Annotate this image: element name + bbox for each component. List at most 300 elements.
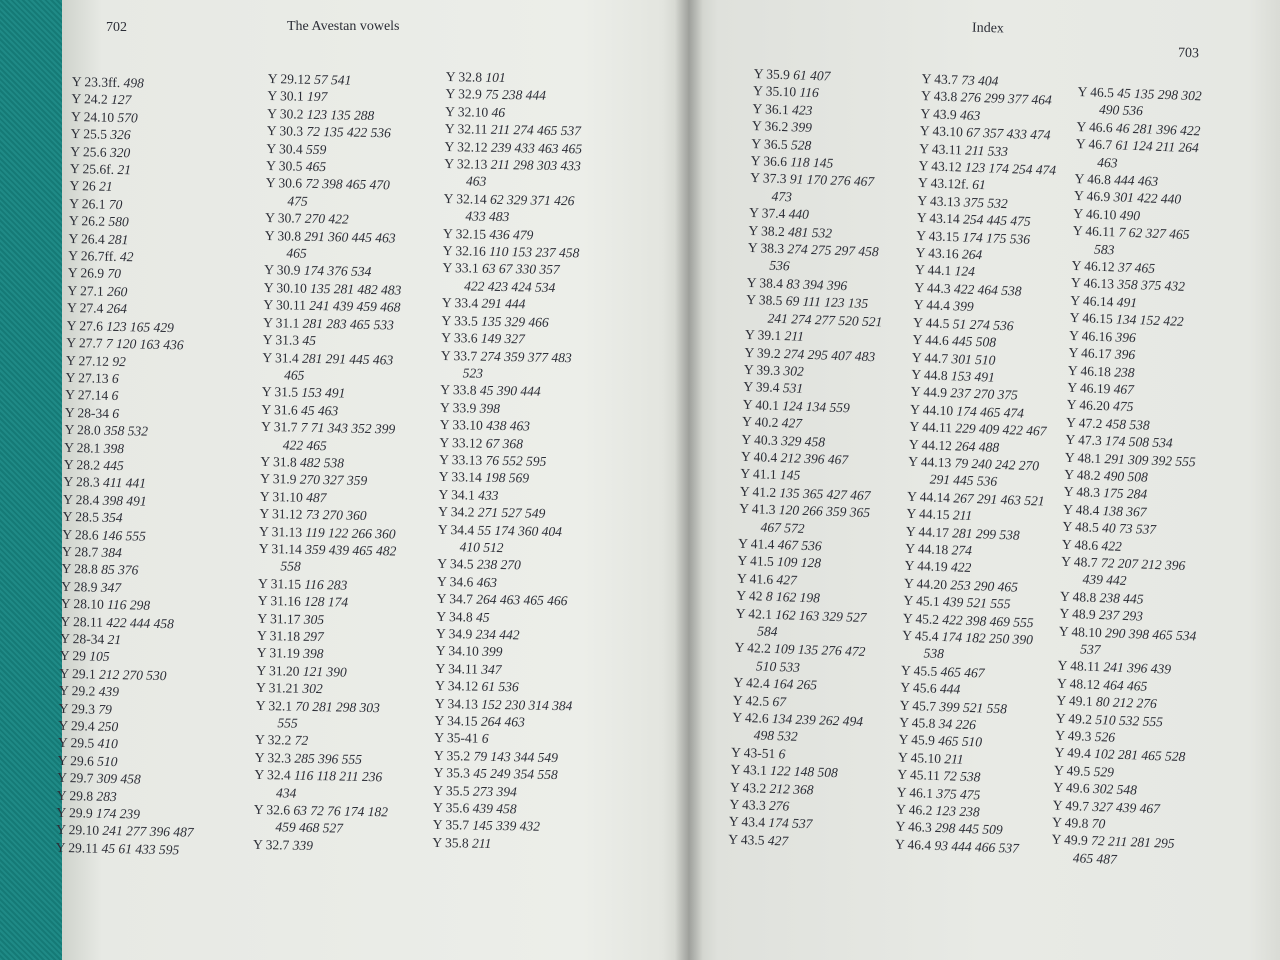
- entry-page-refs: 526: [1094, 729, 1116, 745]
- entry-page-refs: 45 135 298 302: [1117, 85, 1202, 104]
- entry-page-refs: 135 281 482 483: [310, 280, 402, 298]
- entry-heading: Y 45.7: [899, 697, 940, 714]
- entry-heading: Y 33.1: [442, 260, 483, 277]
- entry-page-refs: 198 569: [485, 470, 530, 486]
- entry-heading: Y 32.16: [442, 243, 490, 259]
- entry-heading: Y 28.11: [60, 613, 107, 630]
- entry-heading: Y 31.19: [256, 645, 304, 662]
- entry-page-refs: 145: [779, 467, 801, 484]
- entry-page-refs: 152 230 314 384: [481, 696, 573, 713]
- entry-heading: Y 44.19: [904, 558, 952, 575]
- entry-heading: Y 43.10: [919, 123, 967, 140]
- entry-page-refs: 70 281 298 303: [295, 698, 380, 715]
- entry-page-refs: 465: [305, 158, 327, 175]
- entry-page-refs: 538: [923, 645, 945, 662]
- entry-heading: Y 46.4: [894, 836, 935, 853]
- entry-page-refs: 274: [951, 542, 973, 558]
- entry-page-refs: 580: [108, 214, 129, 230]
- index-entry: [262, 383, 400, 403]
- entry-page-refs: 6: [778, 746, 786, 762]
- entry-heading: Y 46.7: [1075, 136, 1116, 153]
- entry-heading: Y 43.15: [915, 227, 963, 245]
- entry-heading: Y 44.17: [905, 523, 953, 540]
- entry-page-refs: 116: [799, 84, 819, 101]
- entry-heading: Y 44.12: [908, 436, 956, 453]
- entry-heading: Y 44.18: [905, 540, 952, 558]
- entry-heading: Y 44.10: [909, 401, 957, 419]
- entry-heading: Y 43.11: [919, 140, 966, 158]
- entry-heading: Y 28.6: [62, 526, 103, 543]
- entry-page-refs: 238: [1114, 363, 1135, 380]
- entry-heading: Y 41.6: [736, 570, 777, 587]
- entry-heading: Y 36.1: [752, 100, 793, 118]
- entry-page-refs: 291 360 445 463: [304, 228, 396, 246]
- entry-heading: Y 29.6: [57, 752, 98, 769]
- index-column: [432, 68, 583, 854]
- index-column: [253, 70, 406, 856]
- entry-page-refs: 354: [102, 509, 123, 526]
- entry-page-refs: 434: [275, 784, 297, 801]
- entry-heading: Y 32.7: [252, 836, 293, 853]
- index-entry: [444, 155, 582, 175]
- entry-page-refs: 276: [768, 797, 790, 814]
- entry-page-refs: 212 270 530: [98, 666, 167, 683]
- entry-heading: Y 43.5: [728, 831, 769, 848]
- entry-heading: Y 42.4: [733, 674, 774, 692]
- entry-heading: Y 35.7: [432, 817, 473, 834]
- entry-page-refs: 491: [1116, 294, 1138, 311]
- entry-heading: Y 46.10: [1073, 205, 1121, 223]
- entry-page-refs: 298 445 509: [934, 820, 1003, 838]
- entry-page-refs: 422 465: [282, 436, 327, 453]
- entry-heading: Y 32.2: [254, 732, 295, 749]
- entry-heading: Y 31.5: [261, 384, 302, 401]
- entry-heading: Y 36.2: [751, 118, 792, 135]
- index-entry: [267, 122, 405, 142]
- entry-heading: Y 48.10: [1058, 623, 1106, 640]
- entry-page-refs: 358 375 432: [1117, 276, 1186, 295]
- entry-page-refs: 327 439 467: [1092, 798, 1161, 816]
- entry-page-refs: 281 283 465 533: [302, 315, 395, 333]
- index-column: [1051, 83, 1216, 871]
- entry-page-refs: 422 398 469 555: [942, 611, 1034, 630]
- index-column: [728, 65, 891, 852]
- entry-heading: Y 44.14: [906, 488, 954, 506]
- entry-heading: Y 44.9: [910, 384, 951, 401]
- entry-page-refs: 135 365 427 467: [779, 484, 871, 503]
- entry-page-refs: 510: [97, 753, 118, 769]
- entry-heading: Y 28.7: [61, 543, 102, 560]
- entry-page-refs: 422: [1101, 537, 1123, 554]
- index-entry: [254, 766, 392, 786]
- entry-page-refs: 211: [784, 328, 805, 344]
- entry-heading: Y 32.8: [445, 68, 486, 85]
- entry-page-refs: 72 135 422 536: [306, 123, 391, 141]
- entry-heading: Y 41.5: [737, 553, 778, 570]
- entry-heading: Y 42: [736, 587, 767, 604]
- entry-heading: Y 27.6: [66, 317, 107, 334]
- entry-page-refs: 174 508 534: [1104, 433, 1173, 451]
- entry-page-refs: 465 487: [1072, 850, 1118, 867]
- entry-heading: Y 31.18: [256, 627, 304, 644]
- entry-heading: Y 34.5: [437, 556, 478, 572]
- entry-heading: Y 40.3: [741, 431, 782, 448]
- entry-heading: Y 42.1: [735, 605, 776, 622]
- entry-page-refs: 34 226: [938, 716, 977, 733]
- entry-page-refs: 264 488: [955, 437, 1000, 455]
- index-entry: [56, 839, 194, 859]
- entry-heading: Y 30.1: [267, 88, 308, 105]
- entry-heading: Y 49.7: [1052, 797, 1093, 814]
- entry-page-refs: 463: [476, 574, 498, 590]
- entry-page-refs: 398 491: [102, 492, 147, 509]
- entry-heading: Y 26.9: [67, 265, 108, 282]
- entry-page-refs: 123 165 429: [106, 318, 174, 335]
- entry-heading: Y 43.8: [920, 88, 961, 105]
- entry-heading: Y 34.7: [436, 591, 477, 607]
- entry-page-refs: 211 298 303 433: [490, 156, 581, 174]
- entry-heading: Y 34.4: [437, 521, 478, 538]
- entry-page-refs: 211 274 465 537: [490, 122, 582, 139]
- entry-page-refs: 467 572: [760, 519, 805, 536]
- index-entry: [895, 835, 1033, 857]
- entry-page-refs: 290 398 465 534: [1104, 624, 1197, 644]
- entry-page-refs: 76 552 595: [485, 452, 547, 469]
- index-entry: [442, 259, 580, 279]
- entry-page-refs: 238 270: [476, 556, 521, 573]
- entry-page-refs: 301 422 440: [1113, 189, 1182, 208]
- entry-heading: Y 45.1: [903, 592, 944, 610]
- entry-page-refs: 281 291 445 463: [301, 350, 394, 367]
- entry-heading: Y 44.6: [912, 331, 953, 349]
- entry-page-refs: 398: [479, 400, 501, 416]
- entry-heading: Y 41.1: [740, 466, 781, 483]
- entry-heading: Y 41.2: [739, 483, 780, 500]
- entry-page-refs: 305: [303, 611, 325, 627]
- entry-heading: Y 32.11: [444, 121, 491, 138]
- entry-page-refs: 46 281 396 422: [1115, 120, 1201, 139]
- entry-page-refs: 523: [462, 365, 484, 381]
- running-head: The Avestan vowels: [287, 19, 400, 34]
- index-entry: [254, 801, 392, 821]
- entry-page-refs: 121 390: [302, 663, 347, 680]
- entry-page-refs: 7 62 327 465: [1118, 224, 1190, 243]
- entry-heading: Y 31.21: [255, 680, 303, 696]
- entry-page-refs: 134 152 422: [1115, 311, 1184, 330]
- entry-heading: Y 28.3: [63, 474, 104, 491]
- entry-page-refs: 61 124 211 264: [1115, 137, 1200, 156]
- entry-page-refs: 422 444 458: [106, 614, 175, 631]
- entry-heading: Y 46.17: [1068, 344, 1116, 362]
- entry-heading: Y 45.2: [902, 610, 943, 627]
- entry-heading: Y 32.3: [254, 749, 295, 766]
- entry-heading: Y 30.5: [266, 158, 306, 174]
- entry-heading: Y 31.8: [260, 453, 301, 470]
- entry-page-refs: 464 465: [1103, 677, 1148, 694]
- entry-page-refs: 67 357 433 474: [965, 124, 1051, 143]
- entry-page-refs: 583: [1093, 241, 1115, 258]
- entry-heading: Y 45.9: [898, 732, 939, 749]
- entry-page-refs: 109 135 276 472: [774, 641, 866, 660]
- entry-page-refs: 241 274 277 520 521: [767, 310, 883, 330]
- entry-heading: Y 41.3: [739, 500, 780, 518]
- entry-heading: Y 33.13: [439, 451, 486, 468]
- entry-heading: Y 43.13: [917, 192, 965, 210]
- entry-heading: Y 45.8: [898, 714, 940, 732]
- entry-page-refs: 237 270 375: [950, 385, 1019, 403]
- entry-page-refs: 302 548: [1092, 781, 1138, 798]
- entry-page-refs: 6: [111, 370, 119, 386]
- entry-heading: Y 32.13: [444, 156, 491, 172]
- entry-page-refs: 162 163 329 527: [775, 606, 867, 625]
- entry-page-refs: 45 390 444: [479, 382, 541, 400]
- entry-heading: Y 32.1: [255, 697, 296, 714]
- entry-page-refs: 410 512: [459, 539, 504, 556]
- entry-page-refs: 83 394 396: [786, 276, 848, 294]
- entry-page-refs: 116 283: [304, 576, 348, 593]
- entry-heading: Y 28.10: [60, 596, 108, 613]
- entry-page-refs: 116 298: [107, 597, 151, 613]
- entry-page-refs: 45 463: [300, 402, 339, 419]
- entry-page-refs: 62 329 371 426: [489, 191, 575, 209]
- index-entry: [442, 294, 580, 314]
- entry-page-refs: 399: [482, 644, 503, 660]
- entry-page-refs: 285 396 555: [294, 750, 363, 767]
- entry-page-refs: 239 433 463 465: [490, 139, 583, 157]
- entry-heading: Y 29: [59, 648, 90, 664]
- entry-page-refs: 122 148 508: [769, 763, 838, 781]
- entry-heading: Y 33.8: [440, 382, 481, 398]
- entry-page-refs: 438 463: [486, 417, 531, 434]
- entry-heading: Y 27.4: [66, 300, 107, 317]
- entry-heading: Y 45.5: [900, 662, 941, 679]
- entry-page-refs: 339: [292, 837, 314, 853]
- index-entry: [432, 834, 570, 854]
- entry-heading: Y 43.2: [729, 779, 770, 796]
- entry-heading: Y 38.3: [747, 239, 788, 257]
- entry-heading: Y 29.3: [58, 700, 99, 717]
- entry-page-refs: 264 463 465 466: [476, 591, 568, 609]
- entry-heading: Y 46.2: [895, 801, 937, 818]
- entry-heading: Y 27.13: [65, 369, 113, 386]
- entry-page-refs: 264: [106, 301, 128, 317]
- entry-page-refs: 128 174: [304, 593, 349, 610]
- entry-page-refs: 6: [481, 731, 489, 747]
- entry-page-refs: 61: [972, 177, 987, 193]
- entry-page-refs: 7 120 163 436: [105, 335, 184, 353]
- entry-heading: Y 23.3ff.: [71, 73, 124, 91]
- entry-page-refs: 51 274 536: [952, 315, 1014, 334]
- entry-heading: Y 44.7: [911, 349, 952, 366]
- entry-page-refs: 536: [769, 258, 790, 274]
- entry-page-refs: 79: [98, 701, 112, 717]
- entry-page-refs: 271 527 549: [477, 504, 546, 521]
- entry-heading: Y 24.10: [70, 108, 118, 125]
- index-entry: [438, 503, 576, 523]
- entry-page-refs: 67 368: [485, 435, 524, 451]
- entry-page-refs: 253 290 465: [950, 577, 1019, 595]
- entry-heading: Y 48.12: [1056, 675, 1104, 693]
- entry-page-refs: 153 491: [301, 385, 346, 401]
- entry-heading: Y 35.10: [752, 83, 800, 100]
- entry-page-refs: 326: [110, 127, 131, 143]
- entry-heading: Y 31.4: [262, 349, 303, 366]
- entry-page-refs: 63 72 76 174 182: [293, 802, 389, 820]
- entry-heading: Y 39.3: [743, 361, 784, 379]
- entry-page-refs: 559: [305, 141, 327, 157]
- entry-page-refs: 281 299 538: [951, 524, 1020, 543]
- entry-page-refs: 46: [491, 104, 506, 120]
- entry-page-refs: 347: [100, 579, 122, 595]
- entry-heading: Y 49.6: [1053, 779, 1094, 797]
- entry-heading: Y 30.2: [267, 105, 307, 122]
- entry-page-refs: 439: [98, 683, 120, 700]
- entry-page-refs: 37 465: [1117, 259, 1156, 276]
- entry-heading: Y 31.20: [256, 662, 303, 679]
- entry-page-refs: 410: [97, 736, 118, 752]
- entry-page-refs: 174 376 534: [303, 263, 372, 280]
- entry-heading: Y 46.6: [1076, 118, 1117, 136]
- entry-page-refs: 102 281 465 528: [1093, 746, 1186, 765]
- entry-heading: Y 44.3: [914, 279, 955, 297]
- entry-page-refs: 427: [781, 415, 803, 431]
- entry-page-refs: 45: [302, 332, 317, 349]
- entry-heading: Y 27.14: [65, 387, 112, 404]
- entry-page-refs: 273 394: [472, 783, 518, 800]
- entry-heading: Y 43.1: [730, 761, 771, 779]
- index-entry: [444, 190, 582, 210]
- entry-heading: Y 37.4: [748, 205, 789, 222]
- entry-page-refs: 465 510: [937, 733, 983, 750]
- entry-page-refs: 398: [103, 440, 125, 456]
- entry-page-refs: 8 162 198: [765, 588, 821, 606]
- entry-heading: Y 30.11: [263, 297, 310, 314]
- entry-page-refs: 291 444: [481, 295, 526, 312]
- entry-page-refs: 329 458: [780, 432, 826, 450]
- entry-heading: Y 48.1: [1064, 449, 1105, 466]
- running-head: Index: [971, 20, 1005, 37]
- entry-page-refs: 21: [117, 162, 132, 178]
- entry-page-refs: 211 533: [964, 142, 1009, 159]
- entry-page-refs: 281: [108, 231, 129, 247]
- entry-heading: Y 35.3: [433, 765, 474, 781]
- entry-page-refs: 422 423 424 534: [464, 278, 556, 295]
- index-entry: [441, 329, 579, 349]
- entry-page-refs: 274 275 297 458: [787, 241, 879, 260]
- entry-page-refs: 411 441: [102, 475, 147, 491]
- entry-heading: Y 30.7: [265, 210, 305, 226]
- entry-page-refs: 467 536: [777, 537, 822, 554]
- entry-heading: Y 32.6: [253, 801, 294, 818]
- entry-page-refs: 105: [89, 648, 110, 665]
- entry-heading: Y 30.3: [266, 123, 307, 139]
- entry-heading: Y 46.15: [1069, 310, 1117, 327]
- entry-page-refs: 423: [791, 102, 813, 118]
- entry-heading: Y 43.12f.: [917, 175, 973, 193]
- entry-page-refs: 433 483: [465, 208, 510, 225]
- entry-page-refs: 584: [756, 623, 778, 640]
- entry-page-refs: 149 327: [480, 330, 525, 347]
- entry-heading: Y 43.7: [921, 70, 962, 88]
- entry-heading: Y 34.8: [436, 608, 477, 625]
- entry-heading: Y 48.4: [1062, 501, 1103, 518]
- entry-page-refs: 422 464 538: [953, 281, 1022, 299]
- entry-page-refs: 490 508: [1103, 468, 1149, 485]
- index-entry: [445, 85, 583, 105]
- entry-heading: Y 29.10: [55, 822, 103, 839]
- entry-heading: Y 26.4: [68, 230, 109, 247]
- entry-heading: Y 48.11: [1057, 658, 1104, 675]
- entry-heading: Y 35.2: [433, 747, 474, 764]
- entry-heading: Y 25.5: [70, 126, 111, 143]
- index-entry: [259, 505, 397, 525]
- entry-page-refs: 91 170 276 467: [789, 171, 875, 190]
- entry-page-refs: 396: [1114, 346, 1136, 363]
- entry-heading: Y 35.6: [432, 799, 473, 816]
- entry-page-refs: 439 458: [472, 800, 517, 817]
- entry-page-refs: 465: [284, 367, 305, 383]
- entry-page-refs: 490 536: [1098, 102, 1144, 119]
- entry-page-refs: 127: [110, 92, 132, 108]
- entry-page-refs: 529: [1093, 763, 1115, 780]
- entry-page-refs: 267 291 463 521: [953, 490, 1045, 509]
- entry-page-refs: 359 439 465 482: [305, 541, 397, 559]
- entry-heading: Y 32.14: [443, 190, 491, 207]
- entry-heading: Y 46.1: [896, 784, 937, 801]
- entry-heading: Y 44.4: [913, 297, 954, 314]
- entry-heading: Y 38.4: [746, 274, 787, 292]
- entry-page-refs: 555: [277, 715, 298, 731]
- index-entry: [436, 642, 574, 662]
- entry-heading: Y 31.9: [260, 471, 300, 488]
- entry-heading: Y 46.14: [1070, 292, 1118, 310]
- entry-heading: Y 43-51: [730, 744, 779, 762]
- entry-heading: Y 31.7: [261, 419, 301, 435]
- entry-page-refs: 320: [109, 144, 131, 160]
- entry-heading: Y 36.5: [751, 135, 792, 152]
- index-entry: [438, 520, 576, 540]
- entry-heading: Y 42.6: [732, 709, 773, 726]
- entry-page-refs: 212 396 467: [780, 450, 849, 468]
- entry-heading: Y 42.5: [732, 692, 773, 709]
- entry-heading: Y 26.7ff.: [68, 248, 121, 265]
- index-entry: [265, 209, 403, 229]
- entry-page-refs: 73 404: [961, 72, 999, 89]
- entry-page-refs: 458 538: [1105, 415, 1150, 433]
- entry-heading: Y 45.10: [897, 749, 945, 767]
- entry-page-refs: 21: [107, 631, 122, 648]
- entry-page-refs: 463: [465, 173, 487, 190]
- entry-page-refs: 237 293: [1098, 607, 1144, 624]
- entry-page-refs: 211: [944, 751, 964, 767]
- entry-page-refs: 399: [791, 119, 813, 136]
- entry-page-refs: 123 238: [935, 802, 980, 820]
- entry-page-refs: 297: [303, 628, 324, 645]
- entry-page-refs: 439 521 555: [942, 594, 1011, 612]
- entry-heading: Y 34.9: [435, 625, 476, 642]
- entry-heading: Y 33.7: [440, 347, 481, 364]
- index-entry: [256, 697, 394, 717]
- entry-page-refs: 399 521 558: [939, 698, 1008, 716]
- entry-page-refs: 465: [286, 245, 307, 261]
- entry-heading: Y 29.12: [267, 70, 315, 87]
- entry-page-refs: 465 467: [940, 663, 985, 681]
- entry-heading: Y 31.16: [257, 593, 305, 609]
- entry-page-refs: 270 422: [304, 210, 349, 227]
- index-entry: [433, 816, 571, 836]
- entry-heading: Y 35-41: [434, 730, 482, 747]
- entry-page-refs: 197: [306, 89, 328, 105]
